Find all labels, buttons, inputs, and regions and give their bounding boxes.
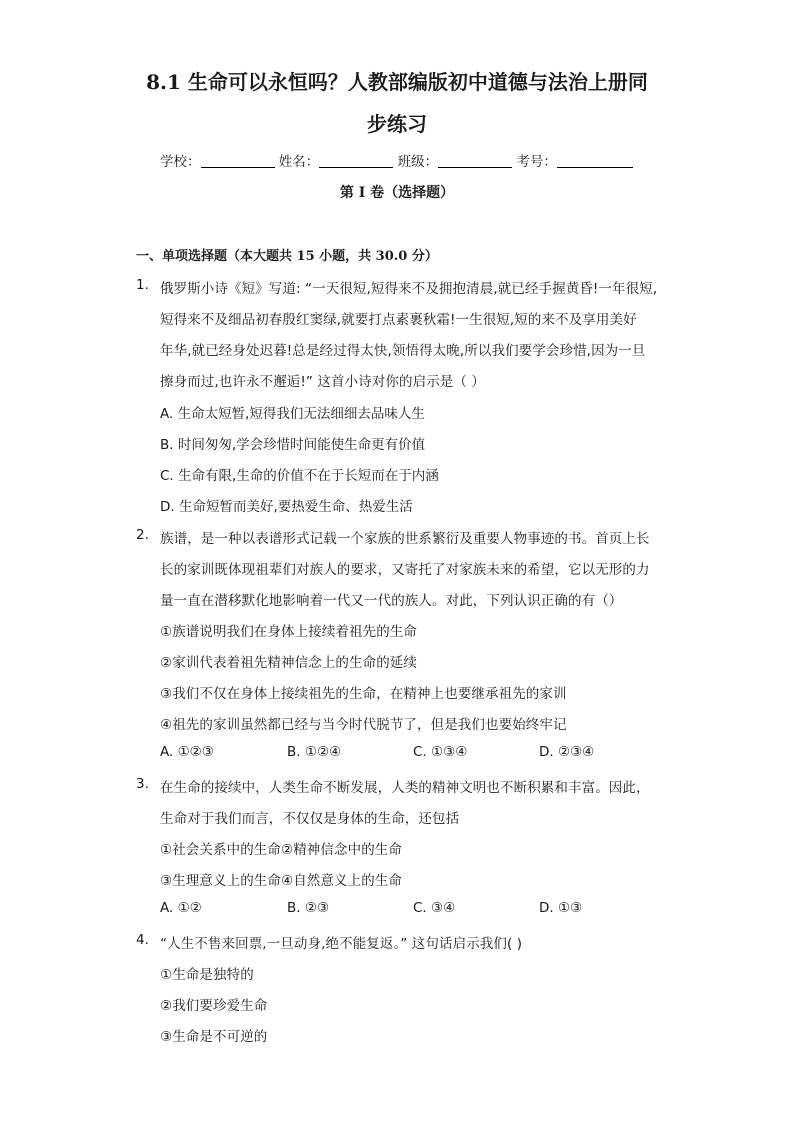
option-b[interactable]: B. 时间匆匆,学会珍惜时间能使生命更有价值 — [160, 437, 426, 453]
option-a[interactable]: A. ①② — [160, 900, 202, 916]
question-text-line: 长的家训既体现祖辈们对族人的要求，又寄托了对家族未来的希望，它以无形的力 — [160, 562, 650, 578]
question-statement: ②家训代表着祖先精神信念上的生命的延续 — [160, 655, 418, 671]
option-d[interactable]: D. 生命短暂而美好,要热爱生命、热爱生活 — [160, 499, 413, 515]
question-text-line: “人生不售来回票,一旦动身,绝不能复返。” 这句话启示我们( ) — [160, 936, 523, 952]
question-statement: ③生理意义上的生命④自然意义上的生命 — [160, 873, 403, 889]
student-info-row — [160, 150, 633, 170]
question-text-line: 量一直在潜移默化地影响着一代又一代的族人。对此，下列认识正确的有（） — [160, 593, 623, 609]
question-number: 1. — [136, 277, 149, 293]
question-text-line: 短得来不及细品初春殷红窦绿,就要打点素裹秋霜!一生很短,短的来不及享用美好 — [160, 312, 637, 328]
volume-heading: 第 I 卷（选择题） — [339, 185, 455, 201]
question-number: 3. — [136, 776, 149, 792]
number-label: 考号： — [516, 154, 557, 170]
school-blank[interactable] — [201, 153, 275, 168]
question-number: 4. — [136, 932, 149, 948]
section-heading: 一、单项选择题（本大题共 15 小题，共 30.0 分） — [136, 249, 438, 264]
option-c[interactable]: C. ③④ — [413, 900, 456, 916]
question-text-line: 在生命的接续中，人类生命不断发展，人类的精神文明也不断积累和丰富。因此， — [160, 780, 650, 796]
question-statement: ①族谱说明我们在身体上接续着祖先的生命 — [160, 624, 418, 640]
question-text-line: 族谱，是一种以表谱形式记载一个家族的世系繁衍及重要人物事迹的书。首页上长 — [160, 531, 650, 547]
question-text-line: 擦身而过,也许永不邂逅!” 这首小诗对你的启示是（ ） — [160, 374, 485, 390]
question-statement: ②我们要珍爱生命 — [160, 998, 268, 1014]
question-statement: ③我们不仅在身体上接续祖先的生命，在精神上也要继承祖先的家训 — [160, 686, 567, 702]
option-a[interactable]: A. 生命太短暂,短得我们无法细细去品味人生 — [160, 406, 425, 422]
question-text-line: 年华,就已经身处迟暮!总是经过得太快,领悟得太晚,所以我们要学会珍惜,因为一旦 — [160, 343, 646, 359]
number-blank[interactable] — [557, 153, 633, 168]
option-c[interactable]: C. ①③④ — [413, 744, 468, 760]
question-statement: ①社会关系中的生命②精神信念中的生命 — [160, 842, 403, 858]
page-title-continued: 步练习 — [367, 112, 427, 136]
option-c[interactable]: C. 生命有限,生命的价值不在于长短而在于内涵 — [160, 468, 439, 484]
option-d[interactable]: D. ①③ — [539, 900, 583, 916]
name-label: 姓名： — [278, 154, 320, 170]
question-text-line: 生命对于我们而言，不仅仅是身体的生命，还包括 — [160, 811, 460, 827]
option-a[interactable]: A. ①②③ — [160, 744, 214, 760]
question-text-line: 俄罗斯小诗《短》写道: “一天很短,短得来不及拥抱清晨,就已经手握黄昏!一年很短, — [160, 281, 658, 297]
name-blank[interactable] — [319, 153, 393, 168]
option-b[interactable]: B. ①②④ — [287, 744, 342, 760]
question-number: 2. — [136, 527, 149, 543]
page-title: 8.1 生命可以永恒吗？人教部编版初中道德与法治上册同 — [146, 70, 648, 94]
question-statement: ③生命是不可逆的 — [160, 1029, 268, 1045]
option-b[interactable]: B. ②③ — [287, 900, 330, 916]
option-d[interactable]: D. ②③④ — [539, 744, 595, 760]
class-blank[interactable] — [438, 153, 512, 168]
school-label: 学校： — [160, 154, 201, 170]
question-statement: ①生命是独特的 — [160, 967, 254, 983]
class-label: 班级： — [397, 154, 439, 170]
question-statement: ④祖先的家训虽然都已经与当今时代脱节了，但是我们也要始终牢记 — [160, 717, 567, 733]
